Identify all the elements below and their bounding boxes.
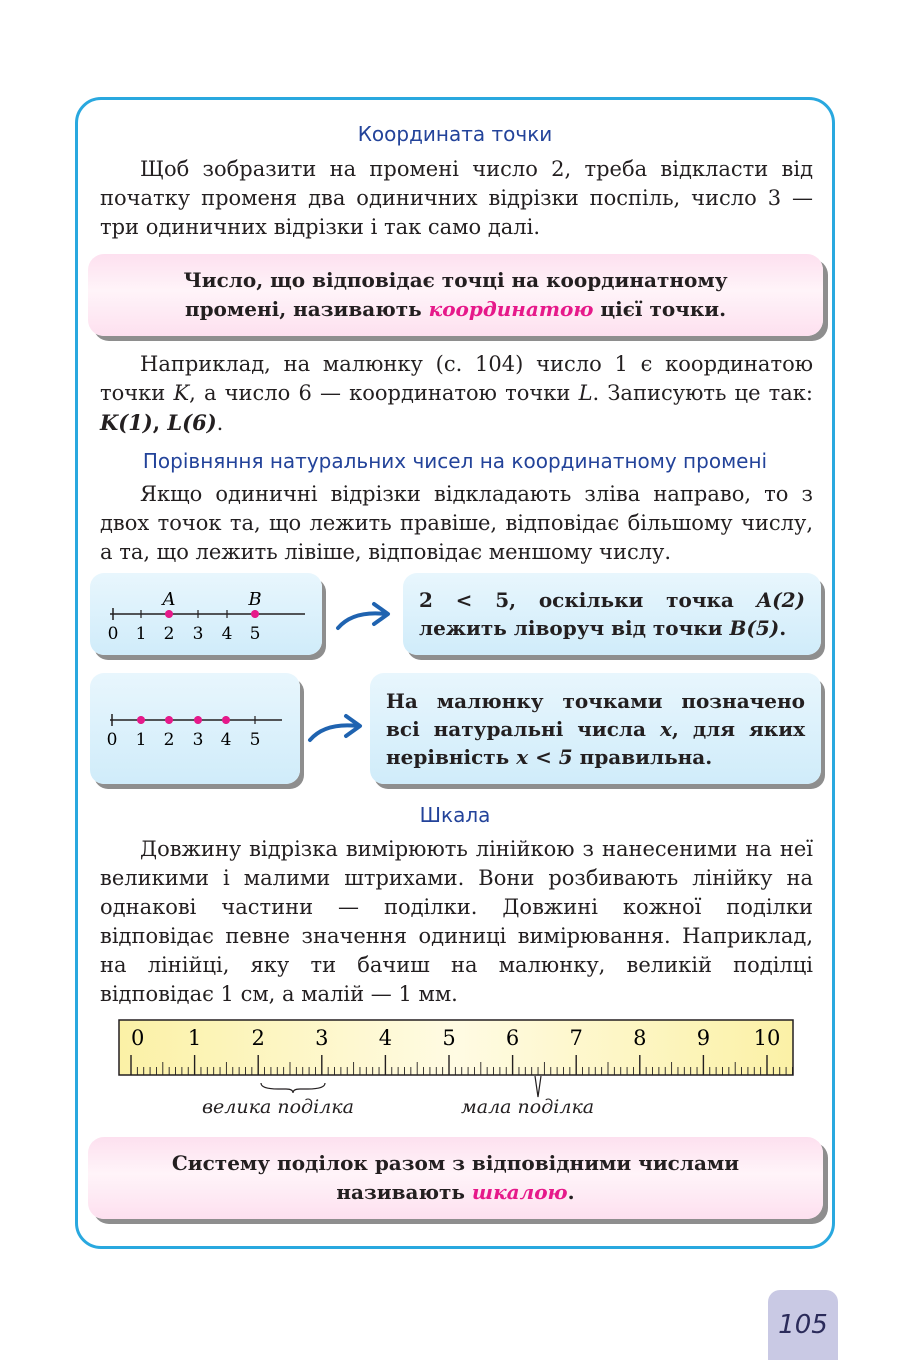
paragraph-scale-text: Довжину відрізка вимірюють лінійкою з нанесеними на неї великими і малими штрихами. Вони розбивають лінійку на однакові частини — поділки. Довжині кожної поділки відповідає певне значення одиниці вимірювання. Наприклад, на лінійці, яку ти бачиш на малюнку, великій поділці відповідає 1 см, а малій — 1 мм.	[100, 837, 813, 1006]
statement-2-part2: , для яких нерівність	[386, 717, 806, 769]
example-text-end: .	[216, 411, 224, 435]
heading-scale: Шкала	[419, 803, 491, 827]
number-line-box-1	[90, 573, 322, 655]
ruler-label: 3	[315, 1026, 329, 1050]
statement-1-b5: B(5)	[729, 616, 780, 640]
tick-label: 3	[192, 624, 204, 644]
point-k-name: K	[173, 381, 190, 405]
point-a-label: A	[162, 589, 176, 610]
definition-scale-after: .	[567, 1180, 575, 1204]
heading-coordinate: Координата точки	[357, 122, 553, 146]
paragraph-example-text	[100, 350, 813, 438]
tick-label: 3	[192, 730, 204, 750]
ruler-label: 4	[378, 1026, 393, 1050]
paragraph-comparison-text: Якщо одиничні відрізки відкладають зліва направо, то з двох точок та, що лежить правіше, відповідає більшому числу, а та, що лежить лівіше, відповідає меншому числу.	[100, 482, 813, 564]
definition-scale-box	[88, 1137, 823, 1219]
tick-label: 0	[107, 624, 119, 644]
record-separator: ,	[152, 410, 168, 435]
tick-label: 4	[220, 730, 232, 750]
point-3	[194, 716, 202, 724]
number-line-1	[90, 573, 322, 655]
record-k: K(1)	[100, 410, 153, 435]
arrow-right-icon	[334, 596, 394, 636]
ruler-label: 5	[442, 1026, 456, 1050]
statement-1-part1: 2 < 5, оскільки точка	[419, 588, 757, 612]
term-scale: шкалою	[471, 1180, 568, 1204]
statement-2-ineq: x < 5	[516, 745, 573, 769]
heading-comparison: Порівняння натуральних чисел на координатному промені	[142, 449, 768, 473]
definition-scale-text	[136, 1149, 776, 1207]
statement-2-part3: правильна.	[572, 745, 713, 769]
point-b	[251, 610, 259, 618]
point-2	[165, 716, 173, 724]
small-division-pointer	[535, 1076, 541, 1097]
statement-1-a2: A(2)	[756, 588, 805, 612]
statement-1-end: .	[779, 616, 787, 640]
definition-coordinate-box	[88, 254, 823, 336]
big-division-brace	[261, 1083, 325, 1093]
point-4	[222, 716, 230, 724]
paragraph-comparison	[100, 480, 813, 567]
point-1	[137, 716, 145, 724]
example-text-part1: Наприклад, на малюнку (с. 104) число 1 є координатою точки	[100, 352, 813, 405]
ruler-label: 8	[633, 1026, 647, 1050]
big-division-label: велика поділка	[202, 1096, 354, 1118]
number-line-2	[90, 673, 300, 784]
ruler-label: 1	[187, 1026, 202, 1050]
paragraph-intro-text: Щоб зобразити на промені число 2, треба відкласти від початку променя два одиничних відрізки поспіль, число 3 — три одиничних відрізки і так само далі.	[100, 157, 813, 239]
record-l: L(6)	[167, 410, 217, 435]
tick-label: 1	[135, 730, 147, 750]
example-text-part3: . Записують це так:	[592, 381, 813, 405]
statement-2-text	[386, 687, 805, 771]
point-l-name: L	[578, 381, 593, 405]
paragraph-example	[100, 350, 813, 438]
tick-label: 2	[163, 624, 175, 644]
tick-label: 1	[135, 624, 147, 644]
statement-box-1	[403, 573, 821, 655]
statement-box-2	[370, 673, 821, 784]
statement-2-part1: На малюнку точками позначено всі натуральні числа	[386, 689, 805, 741]
small-division-label: мала поділка	[461, 1096, 595, 1118]
term-coordinate: координатою	[428, 297, 594, 321]
definition-coordinate-before: Число, що відповідає точці на координатному промені, називають	[183, 268, 728, 321]
paragraph-scale	[100, 835, 813, 1009]
example-text-part2: , а число 6 — координатою точки	[189, 381, 579, 405]
definition-scale-before: Систему поділок разом з відповідними числами називають	[171, 1151, 740, 1204]
ruler-label: 0	[131, 1026, 145, 1050]
tick-label: 5	[249, 624, 261, 644]
ruler-label: 9	[696, 1026, 711, 1050]
statement-2-x: x	[659, 717, 672, 741]
tick-label: 5	[249, 730, 261, 750]
tick-label: 2	[163, 730, 175, 750]
point-b-label: B	[248, 589, 262, 610]
page-number: 105	[768, 1290, 838, 1360]
statement-1-part2: лежить ліворуч від точки	[419, 616, 730, 640]
ruler-label: 7	[569, 1026, 583, 1050]
ruler-label: 10	[753, 1026, 781, 1050]
ruler-label: 6	[505, 1026, 520, 1050]
tick-label: 4	[221, 624, 233, 644]
paragraph-intro	[100, 155, 813, 242]
definition-coordinate-after: цієї точки.	[593, 297, 727, 321]
point-a	[165, 610, 173, 618]
tick-label: 0	[106, 730, 118, 750]
arrow-right-icon	[306, 708, 366, 748]
statement-1-text	[419, 586, 805, 642]
ruler-label: 2	[251, 1026, 265, 1050]
number-line-box-2	[90, 673, 300, 784]
definition-coordinate-text	[146, 266, 766, 324]
